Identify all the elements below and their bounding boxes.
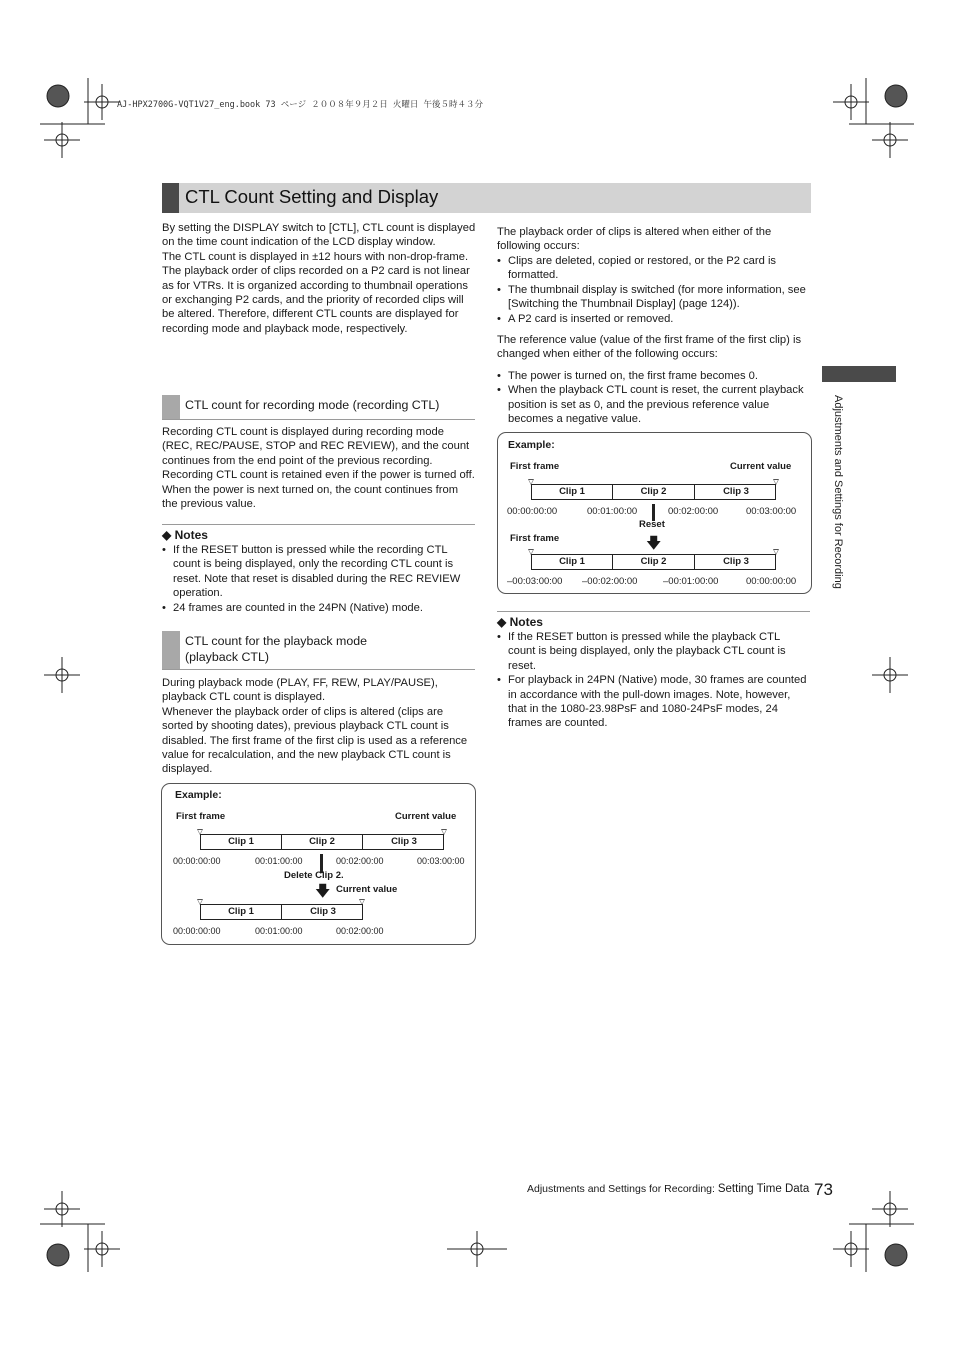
example-title: Example: xyxy=(508,439,555,451)
clip-segment: Clip 3 xyxy=(391,836,417,847)
recording-heading: CTL count for recording mode (recording CTL) xyxy=(185,398,440,412)
timecode: 00:03:00:00 xyxy=(746,506,797,517)
playback-notes-list xyxy=(497,630,807,731)
footer-topic: Setting Time Data xyxy=(717,1183,810,1195)
timecode: 00:00:00:00 xyxy=(746,576,797,587)
note-item: • If the RESET button is pressed while the recording CTL count is being displayed, only the recording CTL count is reset. Note that reset is disabled during the REC REVIEW operation. xyxy=(162,543,476,601)
timecode: 00:02:00:00 xyxy=(336,856,384,866)
first-frame-label: First frame xyxy=(510,533,560,544)
clip-segment: Clip 2 xyxy=(613,485,695,499)
current-value-label: Current value xyxy=(395,811,457,822)
timecode: 00:01:00:00 xyxy=(587,506,638,517)
playback-heading-line1: CTL count for the playback mode xyxy=(185,634,368,648)
timecode: 00:02:00:00 xyxy=(668,506,719,517)
timecode: –00:01:00:00 xyxy=(663,576,719,587)
first-frame-label: First frame xyxy=(510,461,560,472)
example-title: Example: xyxy=(175,789,222,801)
timecode: 00:01:00:00 xyxy=(255,926,303,936)
recording-subheading xyxy=(162,395,475,420)
condition-item: • The thumbnail display is switched (for more information, see [Switching the Thumbnail Display] (page 124)). xyxy=(497,283,809,312)
intro-paragraph: The playback order of clips recorded on a P2 card is not linear as for VTRs. It is organized according to thumbnail operations or exchanging P2 cards, and the priority of recorded clips will be altered. Therefore, different CTL counts are displayed for recording mode and playback mode, respectively. xyxy=(162,265,470,335)
intro-paragraph: By setting the DISPLAY switch to [CTL], CTL count is displayed on the time count indication of the LCD display window. xyxy=(162,222,476,249)
note-item: • 24 frames are counted in the 24PN (Native) mode. xyxy=(162,601,476,615)
playback-paragraph: Whenever the playback order of clips is altered (clips are sorted by shooting dates), previous playback CTL count is disabled. The first frame of the first clip is used as a reference value for recalculation, and the new playback CTL count is displayed. xyxy=(162,705,468,776)
playback-subheading xyxy=(162,631,475,670)
footer-chapter: Adjustments and Settings for Recording: xyxy=(527,1183,715,1195)
order-conditions-list xyxy=(497,254,809,326)
timecode: 00:00:00:00 xyxy=(173,856,221,866)
playback-notes-heading xyxy=(497,611,810,629)
order-intro: The playback order of clips is altered when either of the following occurs: xyxy=(497,226,772,253)
footer-breadcrumb xyxy=(527,1183,809,1195)
example-diagram-delete xyxy=(161,783,476,945)
section-title: CTL Count Setting and Display xyxy=(185,186,439,207)
clip-timeline xyxy=(200,834,444,850)
timecode: –00:03:00:00 xyxy=(507,576,563,587)
action-label: Delete Clip 2. xyxy=(284,870,344,881)
clip-segment: Clip 1 xyxy=(532,485,613,499)
clip-segment: Clip 2 xyxy=(613,555,695,569)
clip-timeline xyxy=(531,484,776,500)
note-item: • If the RESET button is pressed while the playback CTL count is being displayed, only the playback CTL count is reset. xyxy=(497,630,807,673)
down-arrow-icon: 🡇 xyxy=(646,535,662,552)
clip-timeline xyxy=(531,554,776,570)
current-value-label: Current value xyxy=(730,461,792,472)
page-number: 73 xyxy=(814,1180,833,1199)
intro-text xyxy=(162,221,476,336)
action-label: Reset xyxy=(639,519,665,530)
clip-segment: Clip 1 xyxy=(532,555,613,569)
reference-conditions-list xyxy=(497,369,807,427)
clip-segment: Clip 2 xyxy=(282,835,363,849)
playback-paragraph: During playback mode (PLAY, FF, REW, PLAY/PAUSE), playback CTL count is displayed. xyxy=(162,677,438,704)
playback-body xyxy=(162,676,476,777)
subheading-marker xyxy=(162,631,180,669)
playback-heading-line2: (playback CTL) xyxy=(185,650,270,664)
timecode: 00:02:00:00 xyxy=(336,926,384,936)
current-value-label: Current value xyxy=(336,884,398,895)
title-marker xyxy=(162,183,179,213)
clip-segment: Clip 1 xyxy=(201,905,282,919)
note-item: • For playback in 24PN (Native) mode, 30 frames are counted in accordance with the pull-down images. Note, however, that in the 1080-23.98PsF and 1080-24PsF modes, 24 frames are counted. xyxy=(497,673,807,731)
timecode: –00:02:00:00 xyxy=(582,576,638,587)
notes-title: Notes xyxy=(509,615,543,629)
timecode: 00:00:00:00 xyxy=(507,506,558,517)
clip-segment: Clip 3 xyxy=(723,486,749,497)
condition-item: • When the playback CTL count is reset, the current playback position is set as 0, and the previous reference value becomes a negative value. xyxy=(497,383,807,426)
first-frame-label: First frame xyxy=(176,811,226,822)
clip-segment: Clip 1 xyxy=(201,835,282,849)
timecode: 00:01:00:00 xyxy=(255,856,303,866)
file-info-line: AJ-HPX2700G-VQT1V27_eng.book 73 ページ ２００８年９月２日 火曜日 午後５時４３分 xyxy=(117,100,483,110)
example-diagram-reset xyxy=(497,432,812,594)
recording-body: Recording CTL count is displayed during recording mode (REC, REC/PAUSE, STOP and REC REVIEW), and the count continues from the end point of the previous recording. Recording CTL count is retained even if the power is turned off. When the power is next turned on, the count continues from the previous value. xyxy=(162,426,475,511)
condition-item: • The power is turned on, the first frame becomes 0. xyxy=(497,369,807,383)
notes-title: Notes xyxy=(174,528,208,542)
chapter-tab-label: Adjustments and Settings for Recording xyxy=(832,395,844,589)
clip-segment: Clip 3 xyxy=(310,906,336,917)
clip-segment: Clip 3 xyxy=(723,556,749,567)
reference-intro: The reference value (value of the first frame of the first clip) is changed when either of the following occurs: xyxy=(497,334,802,361)
condition-item: • Clips are deleted, copied or restored, or the P2 card is formatted. xyxy=(497,254,809,283)
timecode: 00:03:00:00 xyxy=(417,856,465,866)
intro-paragraph: The CTL count is displayed in ±12 hours with non-drop-frame. xyxy=(162,250,469,263)
subheading-marker xyxy=(162,395,180,419)
section-title-bar xyxy=(162,183,811,213)
clip-timeline xyxy=(200,904,363,920)
diamond-icon: ◆ xyxy=(497,615,507,629)
chapter-tab xyxy=(822,366,896,382)
diamond-icon: ◆ xyxy=(162,528,172,542)
down-arrow-icon: 🡇 xyxy=(315,883,331,900)
recording-notes-heading xyxy=(162,524,475,542)
timecode: 00:00:00:00 xyxy=(173,926,221,936)
recording-notes-list xyxy=(162,543,476,615)
condition-item: • A P2 card is inserted or removed. xyxy=(497,312,809,326)
